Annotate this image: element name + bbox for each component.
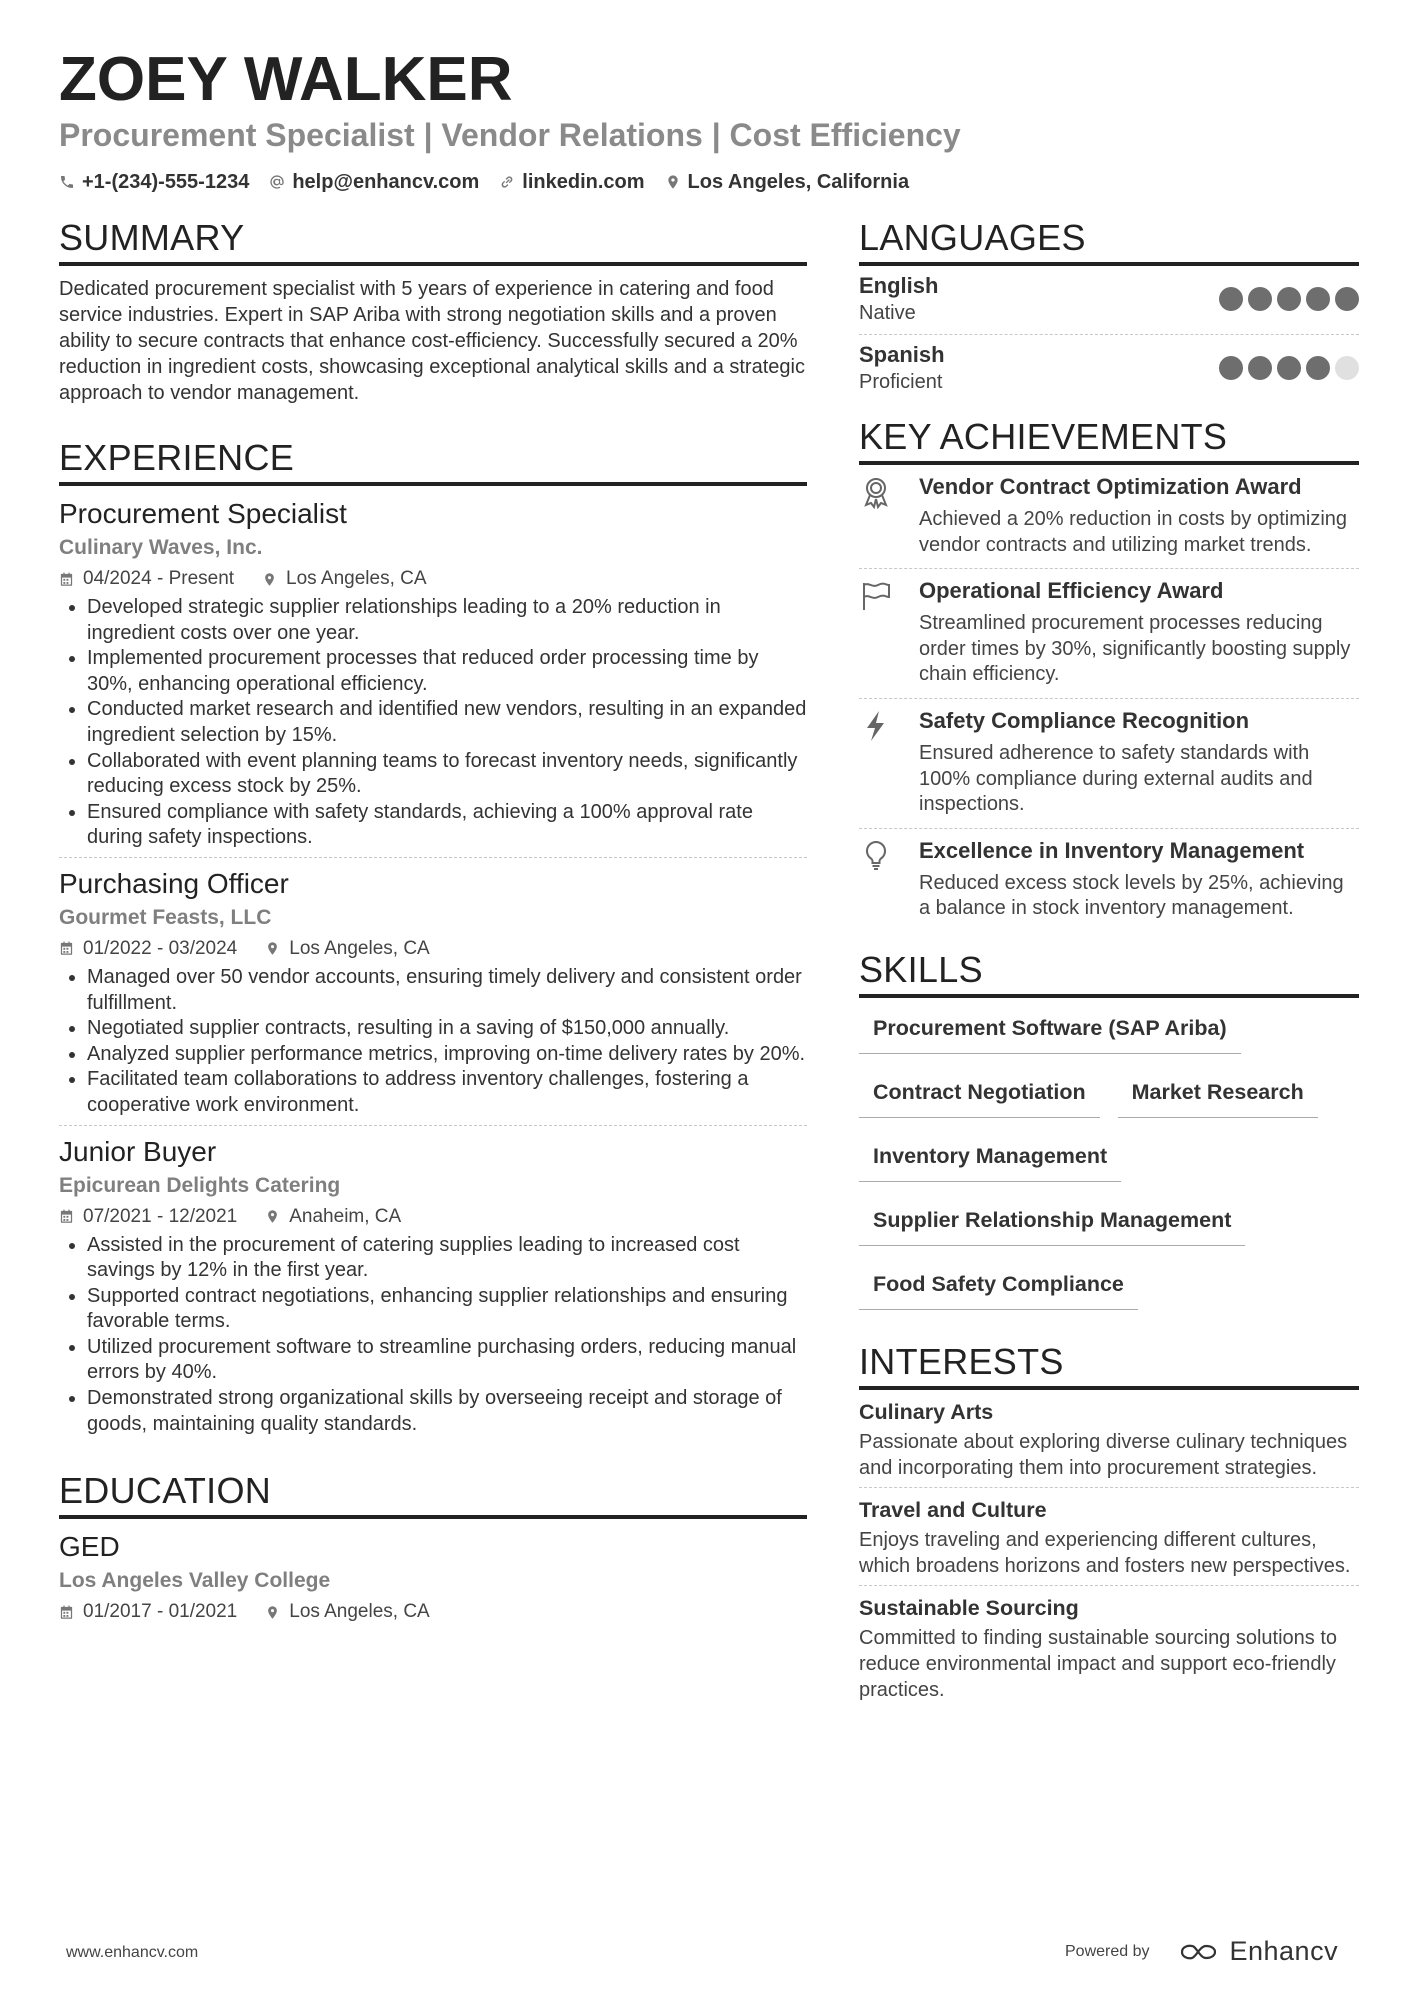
contact-email[interactable] [269, 168, 479, 196]
interest-desc: Enjoys traveling and experiencing different cultures, which broadens horizons and fosters new perspectives. [859, 1529, 1351, 1577]
left-column [59, 216, 807, 1625]
language-item [859, 266, 1359, 334]
education-meta [59, 1599, 807, 1625]
linkedin-text: linkedin.com [522, 171, 645, 193]
skill-tag: Supplier Relationship Management [859, 1200, 1245, 1246]
interests-heading: INTERESTS [859, 1340, 1359, 1390]
languages-heading: LANGUAGES [859, 216, 1359, 266]
job-bullet: • Managed over 50 vendor accounts, ensuring timely delivery and consistent order fulfillment. [87, 965, 807, 1016]
achievement-desc: Ensured adherence to safety standards with 100% compliance during external audits and inspections. [919, 741, 1313, 816]
lightning-bolt-icon [859, 709, 893, 743]
language-info [859, 341, 945, 395]
calendar-icon [59, 1605, 74, 1620]
footer-website[interactable]: www.enhancv.com [66, 1944, 199, 1961]
skills-section [859, 948, 1359, 1328]
interest-desc: Committed to finding sustainable sourcing solutions to reduce environmental impact and support eco-friendly practices. [859, 1627, 1338, 1701]
brand-name: Enhancv [1229, 1936, 1339, 1966]
achievement-title: Excellence in Inventory Management [919, 837, 1305, 863]
link-icon [499, 174, 515, 190]
job-bullet: • Demonstrated strong organizational skills by overseeing receipt and storage of goods, maintaining quality standards. [87, 1386, 807, 1437]
language-info [859, 272, 938, 326]
education-section [59, 1469, 807, 1625]
skills-list [859, 1008, 1359, 1328]
enhancv-logo-icon [1178, 1940, 1222, 1964]
job-dates-text: 04/2024 - Present [83, 568, 235, 589]
job-bullet: • Ensured compliance with safety standards, achieving a 100% approval rate during safety inspections. [87, 800, 807, 851]
rating-dot-filled [1219, 356, 1243, 380]
job-company: Culinary Waves, Inc. [59, 536, 263, 559]
powered-by-label: Powered by [1065, 1942, 1150, 1960]
experience-section [59, 436, 807, 1443]
location-pin-icon [265, 941, 280, 956]
job-entry [59, 1125, 807, 1444]
education-dates-text: 01/2017 - 01/2021 [83, 1601, 238, 1623]
calendar-icon [59, 572, 74, 587]
language-item [859, 334, 1359, 403]
job-dates-text: 07/2021 - 12/2021 [83, 1205, 238, 1227]
interest-desc: Passionate about exploring diverse culinary techniques and incorporating them into procurement strategies. [859, 1430, 1348, 1479]
achievement-item [859, 568, 1359, 698]
flag-icon [859, 579, 893, 613]
rating-dot-filled [1306, 287, 1330, 311]
job-location [262, 566, 426, 592]
achievement-icon [859, 577, 903, 688]
education-location-text: Los Angeles, CA [289, 1601, 430, 1623]
rating-dot-filled [1248, 356, 1272, 380]
job-bullet: • Supported contract negotiations, enhancing supplier relationships and ensuring favorable terms. [87, 1284, 807, 1335]
achievement-title: Vendor Contract Optimization Award [919, 474, 1302, 499]
right-column [859, 216, 1359, 1709]
rating-dot-filled [1248, 287, 1272, 311]
contact-location [665, 168, 910, 196]
achievement-item [859, 828, 1359, 932]
job-bullet: • Analyzed supplier performance metrics, improving on-time delivery rates by 20%. [87, 1042, 807, 1068]
achievement-item [859, 698, 1359, 828]
language-level: Native [859, 302, 916, 324]
interest-title: Culinary Arts [859, 1399, 994, 1424]
achievement-icon [859, 837, 903, 922]
award-ribbon-icon [859, 475, 893, 509]
achievement-desc: Reduced excess stock levels by 25%, achieving a balance in stock inventory management. [919, 871, 1344, 920]
brand-logo[interactable] [1178, 1936, 1339, 1967]
achievements-heading: KEY ACHIEVEMENTS [859, 415, 1359, 465]
language-level: Proficient [859, 371, 943, 393]
candidate-tagline: Procurement Specialist | Vendor Relations | Cost Efficiency [59, 117, 961, 153]
achievement-desc: Streamlined procurement processes reducing order times by 30%, significantly boosting supply chain efficiency. [919, 612, 1351, 686]
languages-section [859, 216, 1359, 403]
contact-bar [59, 168, 929, 196]
job-dates-text: 01/2022 - 03/2024 [83, 937, 238, 959]
location-pin-icon [665, 174, 681, 190]
interest-title: Travel and Culture [859, 1498, 1047, 1523]
job-bullets [59, 1233, 807, 1438]
job-bullet: • Developed strategic supplier relationships leading to a 20% reduction in ingredient costs over one year. [87, 595, 807, 646]
achievement-desc: Achieved a 20% reduction in costs by optimizing vendor contracts and utilizing market trends. [919, 508, 1348, 556]
language-name: Spanish [859, 342, 945, 367]
rating-dot-filled [1306, 356, 1330, 380]
rating-dot-filled [1277, 356, 1301, 380]
skill-tag: Contract Negotiation [859, 1072, 1100, 1118]
interest-item [859, 1585, 1359, 1709]
skill-tag: Market Research [1118, 1072, 1318, 1118]
job-bullets [59, 965, 807, 1119]
location-pin-icon [262, 572, 277, 587]
interest-item [859, 1487, 1359, 1585]
rating-dot-filled [1277, 287, 1301, 311]
skill-tag: Procurement Software (SAP Ariba) [859, 1008, 1241, 1054]
job-dates [59, 566, 234, 592]
education-heading: EDUCATION [59, 1469, 807, 1519]
language-rating [1214, 287, 1359, 311]
experience-heading: EXPERIENCE [59, 436, 807, 486]
at-icon [269, 174, 285, 190]
job-dates [59, 1204, 237, 1230]
job-location-text: Anaheim, CA [289, 1205, 402, 1227]
education-dates [59, 1599, 237, 1625]
skill-tag: Inventory Management [859, 1136, 1121, 1182]
email-text: help@enhancv.com [292, 171, 480, 193]
job-company: Gourmet Feasts, LLC [59, 905, 272, 929]
skill-tag: Food Safety Compliance [859, 1264, 1138, 1310]
job-meta [59, 566, 807, 592]
achievement-title: Safety Compliance Recognition [919, 707, 1250, 733]
location-text: Los Angeles, California [687, 171, 910, 193]
achievement-icon [859, 473, 903, 558]
summary-text: Dedicated procurement specialist with 5 years of experience in catering and food service industries. Expert in SAP Ariba with strong negotiation skills and a proven ability to secure contracts that enhance cost-efficiency. Successfully secured a 20% reduction in ingredient costs, showcasing exceptional analytical skills and a strategic approach to vendor management. [59, 278, 805, 404]
job-title: Junior Buyer [59, 1135, 217, 1167]
candidate-name: ZOEY WALKER [59, 45, 513, 114]
job-title: Purchasing Officer [59, 867, 289, 899]
job-meta [59, 1204, 807, 1230]
achievement-item [859, 465, 1359, 568]
rating-dot-filled [1219, 287, 1243, 311]
job-location [265, 936, 429, 962]
job-dates [59, 936, 237, 962]
achievement-icon [859, 707, 903, 818]
job-bullet: • Assisted in the procurement of catering supplies leading to increased cost savings by 12% in the first year. [87, 1233, 807, 1284]
education-degree: GED [59, 1531, 120, 1563]
job-location [265, 1204, 401, 1230]
job-entry [59, 857, 807, 1125]
job-entry [59, 496, 807, 857]
phone-icon [59, 174, 75, 190]
achievements-section [859, 415, 1359, 932]
education-location [265, 1599, 429, 1625]
location-pin-icon [265, 1209, 280, 1224]
rating-dot-empty [1335, 356, 1359, 380]
phone-text: +1-(234)-555-1234 [82, 171, 250, 193]
job-bullet: • Collaborated with event planning teams to forecast inventory needs, significantly reducing excess stock by 25%. [87, 749, 807, 800]
calendar-icon [59, 1209, 74, 1224]
job-location-text: Los Angeles, CA [286, 568, 427, 589]
job-company: Epicurean Delights Catering [59, 1173, 341, 1197]
job-bullet: • Conducted market research and identified new vendors, resulting in an expanded ingredient selection by 15%. [87, 697, 807, 748]
contact-phone[interactable] [59, 168, 249, 196]
skills-heading: SKILLS [859, 948, 1359, 998]
contact-linkedin[interactable] [499, 168, 644, 196]
job-bullet: • Implemented procurement processes that reduced order processing time by 30%, enhancing operational efficiency. [87, 646, 807, 697]
interest-item [859, 1390, 1359, 1487]
summary-heading: SUMMARY [59, 216, 807, 266]
education-school: Los Angeles Valley College [59, 1569, 331, 1593]
job-title: Procurement Specialist [59, 498, 347, 529]
interest-title: Sustainable Sourcing [859, 1596, 1079, 1621]
language-rating [1214, 356, 1359, 380]
job-bullet: • Facilitated team collaborations to address inventory challenges, fostering a cooperative work environment. [87, 1067, 807, 1118]
job-meta [59, 936, 807, 962]
rating-dot-filled [1335, 287, 1359, 311]
language-name: English [859, 273, 939, 298]
lightbulb-icon [859, 839, 893, 873]
interests-section [859, 1340, 1359, 1709]
footer-branding [1065, 1936, 1338, 1967]
location-pin-icon [265, 1605, 280, 1620]
calendar-icon [59, 941, 74, 956]
job-bullet: • Utilized procurement software to streamline purchasing orders, reducing manual errors by 40%. [87, 1335, 807, 1386]
job-bullet: • Negotiated supplier contracts, resulting in a saving of $150,000 annually. [87, 1016, 807, 1042]
job-location-text: Los Angeles, CA [289, 937, 430, 959]
summary-section [59, 216, 807, 406]
job-bullets [59, 595, 807, 851]
achievement-title: Operational Efficiency Award [919, 578, 1224, 604]
